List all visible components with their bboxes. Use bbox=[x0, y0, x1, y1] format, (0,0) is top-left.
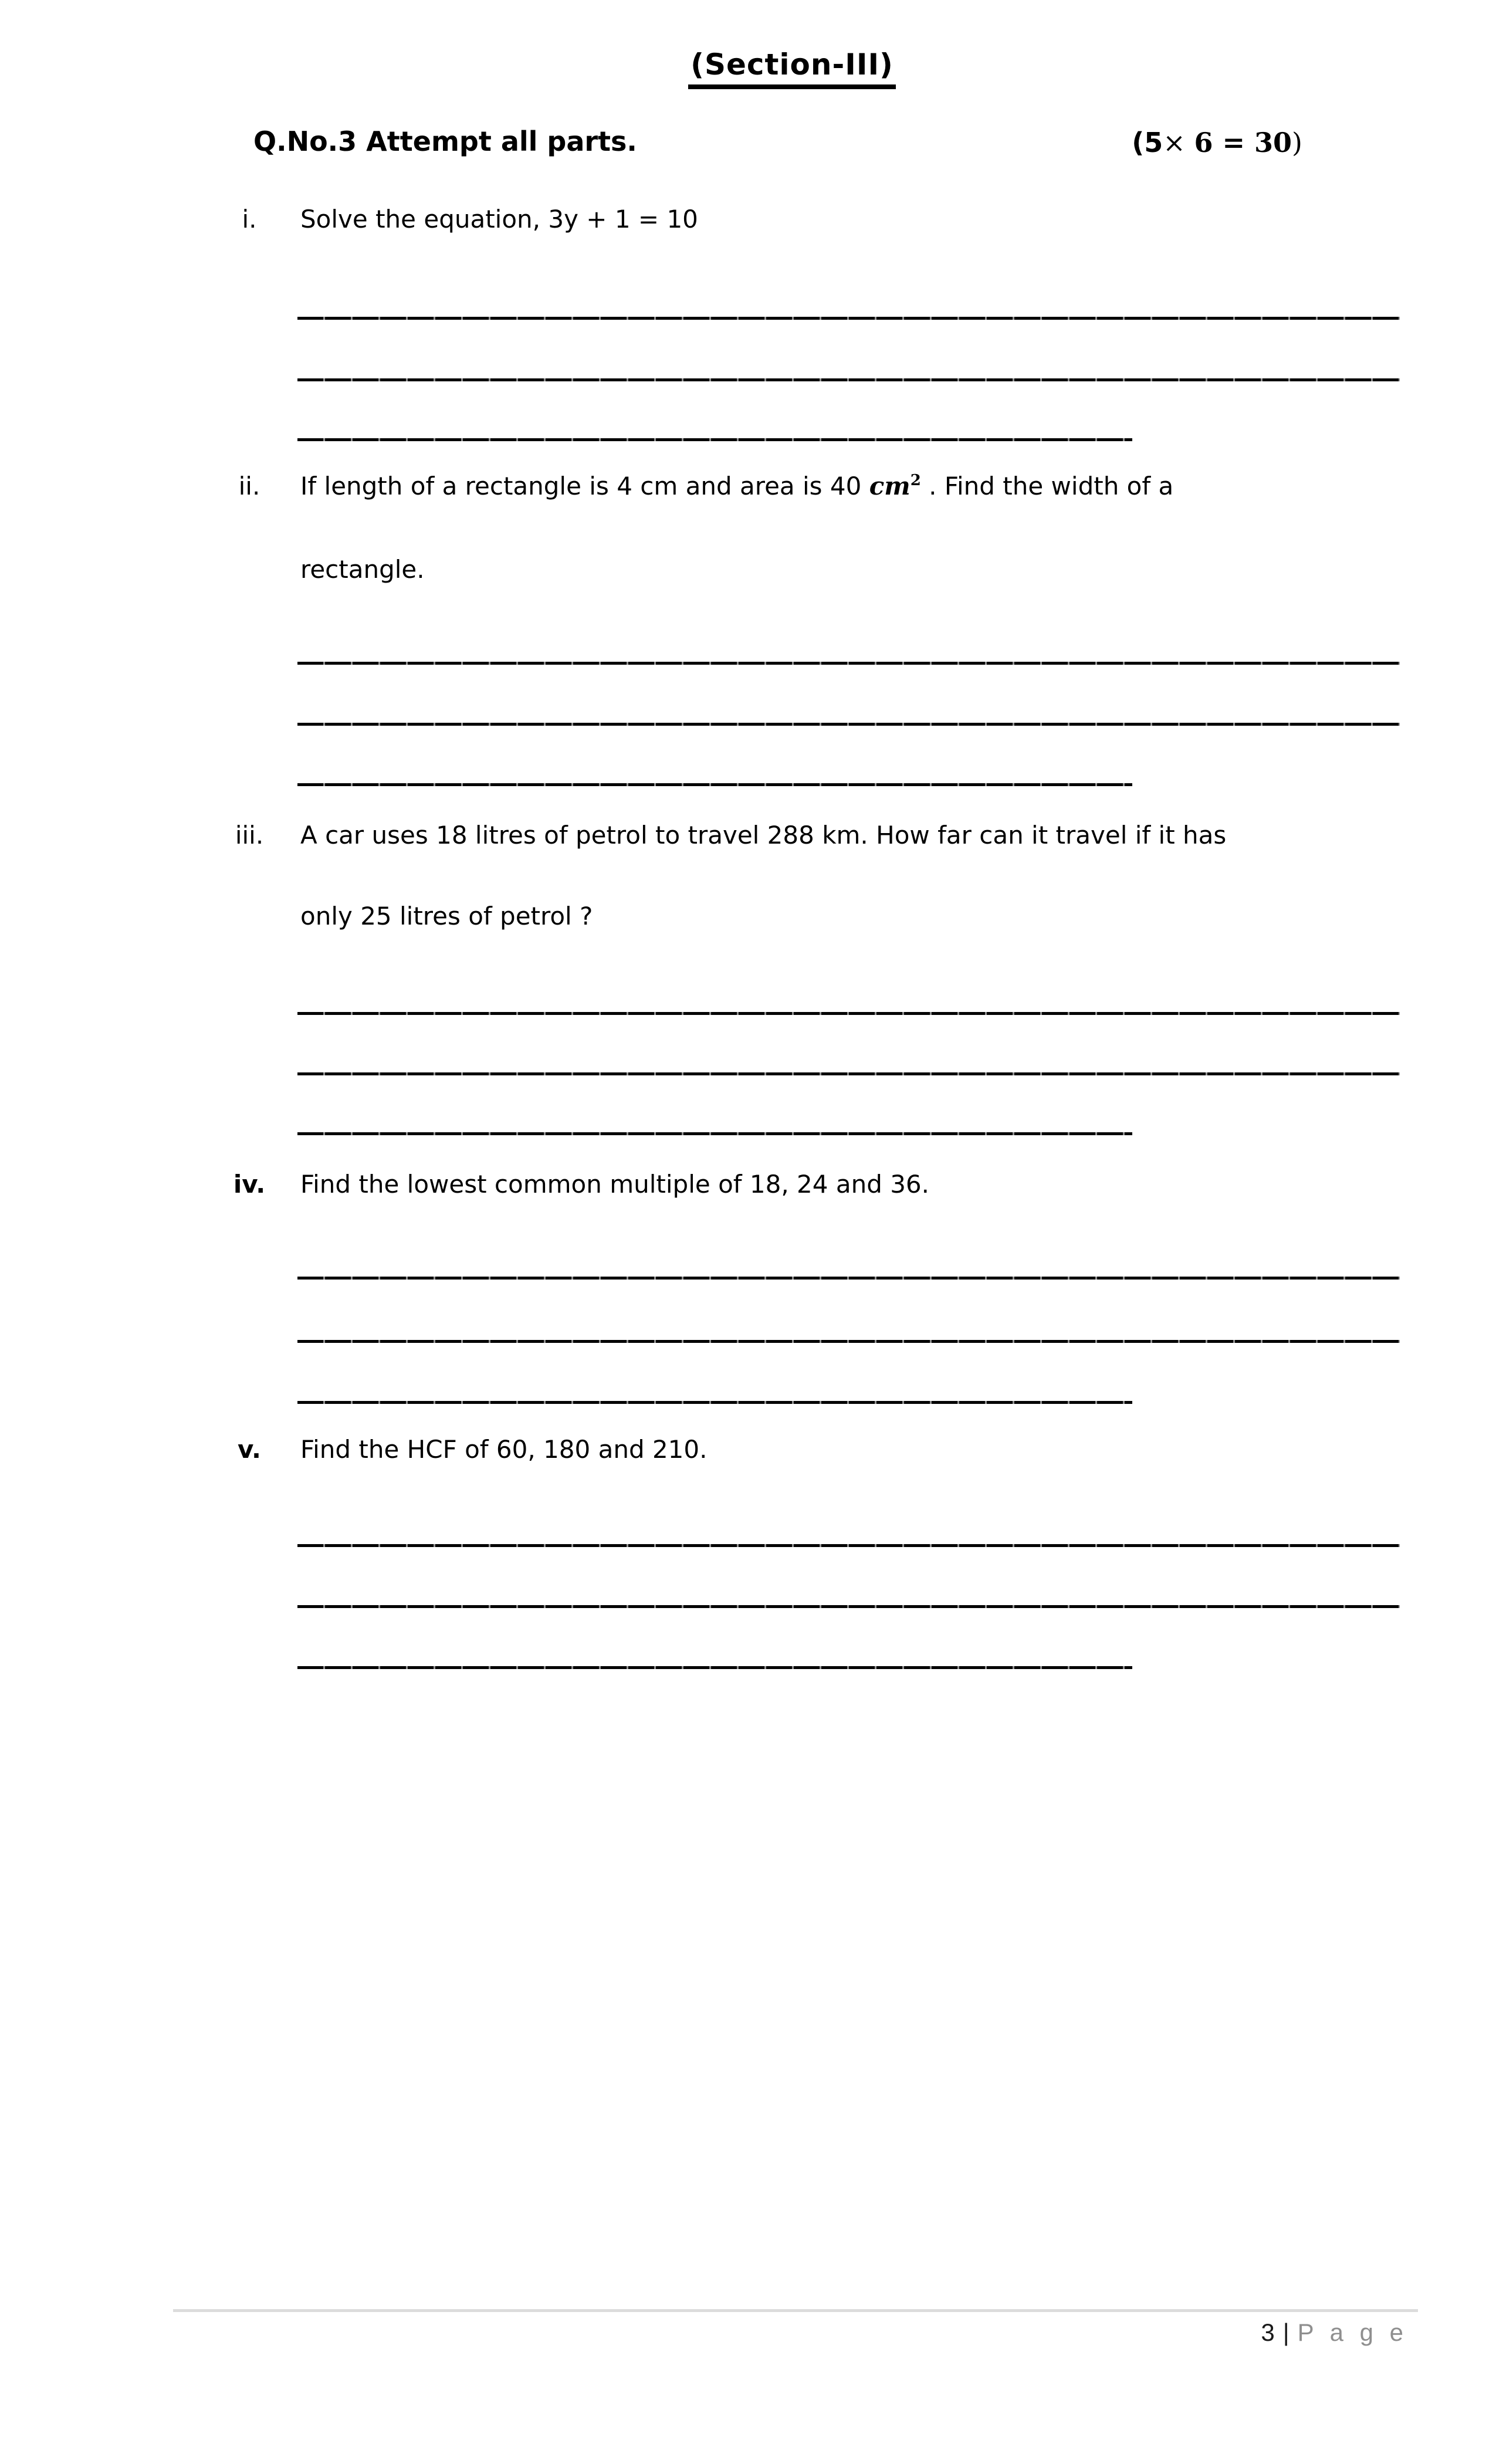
question-ii-text-line1 bbox=[300, 469, 1173, 507]
page-footer bbox=[1261, 2316, 1408, 2349]
question-v-number: v. bbox=[238, 1435, 261, 1464]
answer-line bbox=[297, 378, 1400, 381]
question-ii-text-line2: rectangle. bbox=[300, 555, 425, 584]
footer-pipe: | bbox=[1282, 2319, 1289, 2346]
answer-line bbox=[297, 438, 1132, 441]
marks-open: (5 bbox=[1132, 127, 1163, 158]
answer-line bbox=[297, 1072, 1400, 1075]
question-ii-number: ii. bbox=[238, 472, 260, 500]
answer-line bbox=[297, 1401, 1132, 1404]
math-unit-cm: cm bbox=[869, 472, 911, 500]
answer-line bbox=[297, 1544, 1400, 1547]
question-iii-text-line1: A car uses 18 litres of petrol to travel 288 km. How far can it travel if it has bbox=[300, 821, 1227, 849]
question-iv-number: iv. bbox=[233, 1170, 266, 1199]
question-iii-text-line2: only 25 litres of petrol ? bbox=[300, 902, 593, 930]
math-superscript-2: 2 bbox=[910, 472, 921, 489]
page-number: 3 bbox=[1261, 2319, 1275, 2346]
footer-page-word: P a g e bbox=[1297, 2319, 1408, 2346]
marks-allocation bbox=[1132, 124, 1302, 161]
question-iv-text: Find the lowest common multiple of 18, 24 and 36. bbox=[300, 1170, 930, 1199]
answer-line bbox=[297, 723, 1400, 726]
answer-line bbox=[297, 1277, 1400, 1280]
question-v-text: Find the HCF of 60, 180 and 210. bbox=[300, 1435, 708, 1464]
answer-line bbox=[297, 783, 1132, 786]
question-ii-text-post: . Find the width of a bbox=[920, 472, 1174, 500]
answer-line bbox=[297, 1605, 1400, 1608]
section-title: (Section-III) bbox=[688, 47, 896, 89]
question-header: Q.No.3 Attempt all parts. bbox=[253, 126, 637, 157]
answer-line bbox=[297, 1132, 1132, 1135]
marks-value: 6 = 30 bbox=[1194, 127, 1292, 158]
answer-line bbox=[297, 662, 1400, 665]
question-ii-text-pre: If length of a rectangle is 4 cm and area is 40 bbox=[300, 472, 869, 500]
question-i-text: Solve the equation, 3y + 1 = 10 bbox=[300, 205, 698, 233]
section-title-row bbox=[117, 47, 1467, 89]
answer-line bbox=[297, 1340, 1400, 1343]
footer-divider bbox=[173, 2309, 1418, 2312]
answer-line bbox=[297, 1012, 1400, 1015]
marks-close-paren: ) bbox=[1292, 127, 1302, 158]
marks-times-sign: × bbox=[1163, 127, 1194, 158]
answer-line bbox=[297, 1666, 1132, 1669]
question-i-number: i. bbox=[242, 205, 257, 233]
question-iii-number: iii. bbox=[235, 821, 264, 849]
answer-line bbox=[297, 317, 1400, 320]
